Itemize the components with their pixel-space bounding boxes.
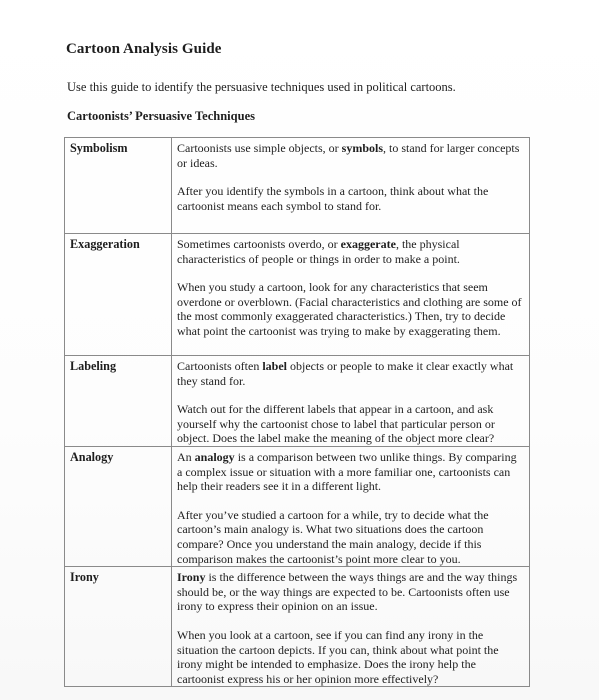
definition-text: An — [177, 450, 195, 464]
key-term: symbols — [341, 141, 383, 155]
definition-text: , the physical characteristics of people or things in order to make a point. — [177, 237, 460, 266]
technique-description — [172, 234, 530, 356]
definition-paragraph — [177, 359, 524, 388]
document-title: Cartoon Analysis Guide — [66, 41, 222, 57]
guidance-paragraph: After you’ve studied a cartoon for a while, try to decide what the cartoon’s main analogy is. What two situations does the cartoon compare? Once you understand the main analogy, decide if this comparison makes the cartoonist’s point more clear to you. — [177, 507, 489, 566]
intro-text: Use this guide to identify the persuasive techniques used in political cartoons. — [67, 80, 456, 94]
table-row — [65, 138, 530, 234]
definition-paragraph — [177, 141, 524, 170]
techniques-table — [64, 137, 530, 687]
definition-paragraph — [177, 450, 524, 494]
technique-description — [172, 138, 530, 234]
technique-description — [172, 447, 530, 567]
table-row — [65, 356, 530, 447]
technique-description — [172, 356, 530, 447]
key-term: Irony — [177, 570, 206, 585]
guidance-paragraph: Watch out for the different labels that appear in a cartoon, and ask yourself why the cartoonist chose to label that particular person or object. Does the label make the meaning of the object more clear? — [177, 402, 495, 446]
technique-description — [172, 567, 530, 687]
technique-term: Symbolism — [65, 138, 172, 234]
guidance-paragraph: After you identify the symbols in a cartoon, think about what the cartoonist means each symbol to stand for. — [177, 184, 489, 213]
guidance-paragraph: When you look at a cartoon, see if you can find any irony in the situation the cartoon depicts. If you can, think about what point the irony might be intended to emphasize. Does the irony help the cartoonist express his or her opinion more effectively? — [177, 627, 499, 686]
definition-text: objects or people to make it clear exactly what they stand for. — [177, 359, 514, 388]
definition-text: is a comparison between two unlike things. By comparing a complex issue or situation with a more familiar one, cartoonists can help their readers see it in a different light. — [177, 450, 517, 494]
definition-paragraph — [177, 237, 524, 266]
technique-term: Irony — [65, 567, 172, 687]
definition-text: Cartoonists use simple objects, or — [177, 141, 342, 155]
definition-text: Cartoonists often — [177, 359, 263, 373]
table-row — [65, 447, 530, 567]
technique-term: Exaggeration — [65, 234, 172, 356]
table-row — [65, 567, 530, 687]
technique-term: Labeling — [65, 356, 172, 447]
key-term: exaggerate — [340, 237, 396, 251]
table-heading: Cartoonists’ Persuasive Techniques — [67, 109, 255, 123]
guidance-paragraph: When you study a cartoon, look for any characteristics that seem overdone or overblown. (Facial characteristics and clothing are some of the most commonly exaggerated characteristics.) Then, try to decide what point the cartoonist was trying to make by exaggerating them. — [177, 280, 522, 338]
definition-text: , to stand for larger concepts or ideas. — [177, 141, 520, 170]
technique-term: Analogy — [65, 447, 172, 567]
key-term: analogy — [194, 450, 235, 464]
table-row — [65, 234, 530, 356]
definition-text: Sometimes cartoonists overdo, or — [177, 237, 341, 251]
definition-paragraph — [177, 570, 524, 614]
definition-text: is the difference between the ways things are and the way things should be, or the way things are expected to be. Cartoonists often use irony to express their opinion on an issue. — [177, 570, 518, 614]
key-term: label — [262, 359, 287, 373]
